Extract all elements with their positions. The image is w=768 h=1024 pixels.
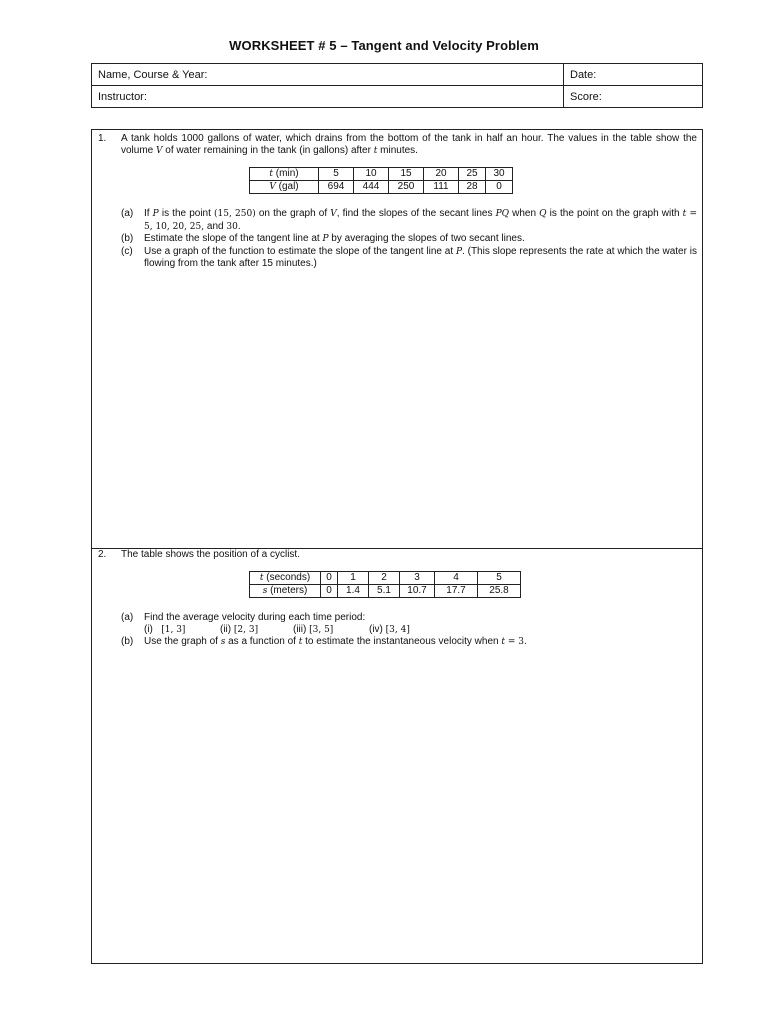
table-cell: 30: [486, 168, 513, 181]
table-cell: 0: [321, 572, 338, 585]
instructor-field[interactable]: Instructor:: [92, 86, 564, 108]
interval-iii: (iii) [3, 5]: [293, 623, 334, 635]
problem-2-part-b: (b) Use the graph of s as a function of t to estimate the instantaneous velocity when t = 3.: [121, 636, 527, 647]
table-cell: 28: [459, 181, 486, 194]
table-header-s: s (meters): [250, 585, 321, 598]
table-cell: 250: [389, 181, 424, 194]
problems-box: [91, 129, 703, 964]
table-cell: 694: [319, 181, 354, 194]
table-cell: 2: [369, 572, 400, 585]
table-cell: 444: [354, 181, 389, 194]
problem-1-part-b: (b) Estimate the slope of the tangent line at P by averaging the slopes of two secant lines.: [121, 233, 525, 244]
table-cell: 17.7: [435, 585, 478, 598]
interval-ii: (ii) [2, 3]: [220, 623, 259, 635]
table-header-t: t (seconds): [250, 572, 321, 585]
volume-table: [249, 167, 513, 194]
problem-2-number: 2.: [98, 549, 107, 560]
student-info-table: [91, 63, 703, 108]
table-cell: 1: [338, 572, 369, 585]
table-cell: 15: [389, 168, 424, 181]
table-header-t: t (min): [250, 168, 319, 181]
table-cell: 3: [400, 572, 435, 585]
table-row: [250, 168, 513, 181]
table-row: [250, 585, 521, 598]
problem-1-parts: [121, 208, 697, 270]
problem-1-number: 1.: [98, 133, 107, 144]
interval-iv: (iv) [3, 4]: [369, 623, 410, 635]
table-cell: 10: [354, 168, 389, 181]
table-cell: 10.7: [400, 585, 435, 598]
table-header-v: V (gal): [250, 181, 319, 194]
table-cell: 5: [319, 168, 354, 181]
problem-1-part-c: (c) Use a graph of the function to estimate the slope of the tangent line at P. (This slope represents the rate at which the water is flowing from the tank after 15 minutes.): [121, 245, 697, 269]
table-cell: 0: [486, 181, 513, 194]
score-field[interactable]: Score:: [564, 86, 703, 108]
name-course-year-field[interactable]: Name, Course & Year:: [92, 64, 564, 86]
table-cell: 5: [478, 572, 521, 585]
problem-2-text: The table shows the position of a cyclist.: [121, 549, 300, 560]
interval-i: (i) [1, 3]: [144, 623, 186, 635]
table-cell: 4: [435, 572, 478, 585]
problem-1: [92, 130, 702, 549]
table-cell: 25: [459, 168, 486, 181]
problem-2: [92, 549, 702, 963]
worksheet-title: WORKSHEET # 5 – Tangent and Velocity Problem: [229, 38, 539, 53]
problem-2-parts: [121, 612, 697, 649]
table-cell: 111: [424, 181, 459, 194]
table-cell: 25.8: [478, 585, 521, 598]
problem-1-part-a: (a) If P is the point (15, 250) on the graph of V, find the slopes of the secant lines PQ when Q is the point on the graph with t = 5, 10, 20, 25, and 30.: [121, 208, 698, 232]
table-cell: 0: [321, 585, 338, 598]
problem-2-part-a: (a) Find the average velocity during each time period:: [121, 612, 366, 623]
table-row: [250, 572, 521, 585]
table-cell: 1.4: [338, 585, 369, 598]
table-cell: 20: [424, 168, 459, 181]
interval-list: [121, 624, 697, 637]
table-cell: 5.1: [369, 585, 400, 598]
date-field[interactable]: Date:: [564, 64, 703, 86]
position-table: [249, 571, 521, 598]
problem-1-text: A tank holds 1000 gallons of water, which drains from the bottom of the tank in half an hour. The values in the table show the volume V of water remaining in the tank (in gallons) after t minutes.: [121, 133, 697, 156]
table-row: [250, 181, 513, 194]
